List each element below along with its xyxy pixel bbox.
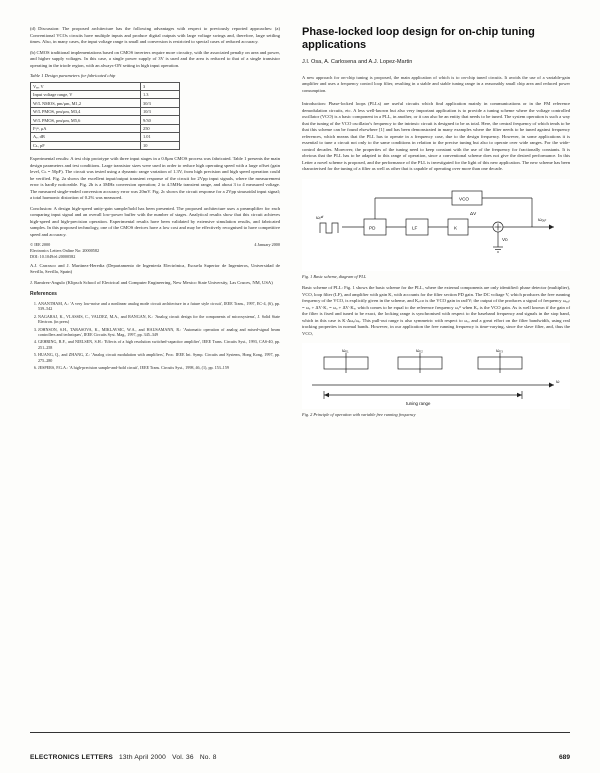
paragraph-basic-scheme: Basic scheme of PLL: Fig. 1 shows the basic scheme for the PLL, where the external components are only identified: phase detector (multiplier), VCO, loop filter (LF), and amplifier with gain K, with accounts for the filter section PD gain. The DC voltage V, which produces the free running frequency of the VCO, is explicitly given in the scheme, and Kᵥᴄᴏ is the VCO gain in rad/V; the output of the produces a signal of frequency ωₒᵤₜ = ωₒ + ΔV·K, = ωₒ + ΔV·Kᵥ, which comes to be equal to the reference frequency ωᵣᵉᶠ when Kᵥ is the VCO gain. As is well known if the gain of the filter is fixed and tuned to be exact, the locking range is synchronised with respect to the baseband frequency and signals in the stop band, which in this case is K·Δωₑ/ωₒ. This pull-out range is also symmetric with respect to ωₒ, and a great effort on the filter bandwidth, using real tracking properties in normal bands. However, in our application the free running frequency is time-varying, since the slave filter, and, thus the VCO, bbox=[302, 285, 570, 336]
figure-1 bbox=[302, 179, 570, 271]
table-cell-value: 9/30 bbox=[141, 116, 180, 124]
lf-label: LF bbox=[412, 225, 418, 231]
page-title: Phase-locked loop design for on-chip tuning applications bbox=[302, 26, 535, 51]
abstract: A new approach for on-chip tuning is proposed, the main application of which is to on-chip tuned circuits. It avoids the use of a variable-gain amplifier and uses a frequency control loop filter, resulting in a stable and stable tuning range in a reasonably small chip area and reduced power consumption. bbox=[302, 74, 570, 93]
reference-item: 2. NAGARAJ, K., VLASSIS, C., VALDEZ, M.A., and RANGAN, K.: 'Analog circuit design for the components of microsystems', J. Solid State Electron. (in press) bbox=[38, 314, 280, 325]
table-cell-label: W/L PMOS, pm/μm, M3,4 bbox=[31, 107, 141, 115]
paragraph-discussion-2: (b) CMOS traditional implementations based on CMOS inverters require more circuitry, with the associated penalty on area and power, and higher supply voltages. In this case, a single power supply of 3V is used and the area is reduced to that of a single transistor operating in the triode region, with an always-ON setting in high input operation. bbox=[30, 49, 280, 68]
table-cell-value: 10 bbox=[141, 141, 180, 149]
copyright: © IEE 2000 bbox=[30, 242, 51, 248]
table-cell-value: 250 bbox=[141, 124, 180, 132]
authors: J.I. Osa, A. Carlosena and A.J. Lopez-Martin bbox=[302, 58, 413, 65]
tuning-range-diagram bbox=[302, 343, 570, 409]
table-row bbox=[31, 141, 180, 149]
table-cell-label: Vₑₑ, V bbox=[31, 82, 141, 90]
vd-label: Vᴅ bbox=[502, 236, 508, 242]
table-cell-label: Iᵇᵢᵃˢ, μA bbox=[31, 124, 141, 132]
output-label: ωₒᵤₜ bbox=[538, 216, 547, 222]
reference-item: 3. JOHNSON, S.H., TARASOVA, K., MIKLAVSIC, W.A., and HAUSAMANN, R.: 'Automatic operation of analog and mixed-signal beam controllers and techniques', IEEE Circuits Syst. Mag., 1997, pp. 345–349 bbox=[38, 327, 280, 338]
references-list bbox=[30, 301, 280, 371]
table-cell-label: W/L PMOS, pm/μm, M5,6 bbox=[31, 116, 141, 124]
online-number: Electronics Letters Online No: 20000582 bbox=[30, 248, 100, 254]
journal-name: ELECTRONICS LETTERS bbox=[30, 754, 113, 761]
tuning-range-label: tuning range bbox=[406, 401, 431, 407]
input-label: ωᵣᵉᶠ bbox=[316, 214, 324, 220]
paragraph-discussion: (d) Discussion: The proposed architecture has the following advantages with respect to previously reported approaches: (a) Conventional VCOs circuits have multiple inputs and produce digital outputs with large voltage swings and, therefore, large settling times. Also, in many cases, the input voltage range is small and conversion is restricted to special cases of reduced accuracy. bbox=[30, 26, 280, 45]
table-cell-label: Cʟ, pF bbox=[31, 141, 141, 149]
journal-issue: No. 8 bbox=[199, 754, 217, 761]
footer-divider bbox=[30, 732, 570, 733]
pd-label: PD bbox=[369, 225, 376, 231]
pll-block-diagram bbox=[302, 179, 570, 271]
affiliation-1: A.J. Carrasco and J. Martinez-Heredia (Departamento de Ingeniería Electrónica, Escuela Superior de Ingenieros, Universidad de Sevilla, Sevilla, Spain) bbox=[30, 262, 280, 275]
table-cell-value: 1.3 bbox=[141, 91, 180, 99]
table-row bbox=[31, 133, 180, 141]
left-column bbox=[30, 26, 280, 726]
paragraph-introduction: Introduction: Phase-locked loops (PLLs) are useful circuits which find application mainly in communications or in the FM reference demodulation circuits, etc. A less well-known but also very important application is to provide a tuning scheme where the voltage controlled oscillator (VCO) is a basic component in a PLL, in another, or it can also be an entity that needs to be tuned. The system operation is such a way that the tuning of the VCO oscillator's frequency to the intrinsic circuit is designed to be as total. Here, the central frequency of which tends to be that this scheme can be found elsewhere [1] and has been demonstrated in many examples where the filter needs to be tuned against frequency references, which means that the PLL has to operate in a frequency case, due to the design frequency. However, in some applications it is essential to tune a circuit not only to the same conditions in relation to the precise tuning but also to operate over wide ranges. For the wide-control decades. Moreover, the properties of the tuning need to keep constant with the use of the frequency for fractionally constants. It is obvious that the PLL has to be adapted to this range of operation, since a conventional scheme does not give the desired performance. In this Letter a novel scheme is proposed, and the performance of the PLL is investigated for the light of this new application. The new scheme has been characterised for the tuning of a filter as well as other that is capable of operating over more than one decade. bbox=[302, 101, 570, 172]
doi: DOI: 10.1049/el:20000582 bbox=[30, 254, 76, 260]
vco-label: VCO bbox=[459, 196, 469, 202]
table-row bbox=[31, 124, 180, 132]
figure-2 bbox=[302, 343, 570, 409]
footer-citation bbox=[30, 754, 217, 761]
k-label: K bbox=[454, 225, 458, 231]
deltav-label: ΔV bbox=[470, 210, 477, 216]
design-parameters-table bbox=[30, 82, 180, 151]
figure-1-caption: Fig. 1 Basic scheme, diagram of PLL bbox=[302, 273, 367, 279]
table-cell-value: 10/3 bbox=[141, 107, 180, 115]
table-cell-label: W/L NMOS, pm/μm, M1,2 bbox=[31, 99, 141, 107]
page-footer bbox=[30, 754, 570, 761]
table-cell-label: Aᵥ, dB bbox=[31, 133, 141, 141]
table-caption: Table 1 Design parameters for fabricated chip bbox=[30, 73, 116, 79]
page-number: 689 bbox=[558, 754, 570, 761]
references-heading: References bbox=[30, 291, 57, 298]
input-waveform bbox=[320, 223, 338, 233]
affiliation-2: J. Ramírez-Angulo (Klipsch School of Electrical and Computer Engineering, New Mexico State University, Las Cruces, NM, USA) bbox=[30, 279, 273, 285]
table-row bbox=[31, 82, 180, 90]
omega-2-label: ωₒ₂ bbox=[416, 348, 423, 354]
table-cell-value: 3 bbox=[141, 82, 180, 90]
table-row bbox=[31, 91, 180, 99]
reference-item: 6. JESPERS, P.G.A.: 'A high-precision sample-and-hold circuit', IEEE Trans. Circuits Syst., 1998, 46, (1), pp. 153–159 bbox=[38, 365, 280, 370]
reference-item: 1. ANANTHAM, A.: 'A very low-noise and a nonlinear analog mode circuit architecture in a future style circuit', IEEE Trans., 1997, EC-4, (6), pp. 539–542 bbox=[38, 301, 280, 312]
paragraph-conclusion: Conclusion: A design high-speed unity-gain sample/hold has been presented. The proposed architecture uses a preamplifier for each comparing input signal and an overall low-power buffer with the number of stages. Analytical results show that this circuit achieves high-speed and high-precision operation. Experimental results have been validated by extensive simulation results, and fabricated samples. In this proposed technology, one of the CMOS devices have a low cost and may be effectively recognised to have competitive speed and accuracy. bbox=[30, 205, 280, 237]
table-row bbox=[31, 107, 180, 115]
omega-1-label: ωₒ₁ bbox=[342, 348, 349, 354]
two-column-layout bbox=[30, 26, 570, 726]
received-date: 4 January 2000 bbox=[254, 242, 280, 248]
table-cell-value: 30/3 bbox=[141, 99, 180, 107]
table-body bbox=[31, 82, 180, 150]
table-cell-value: 1.01 bbox=[141, 133, 180, 141]
table-cell-label: Input voltage range, V bbox=[31, 91, 141, 99]
table-row bbox=[31, 99, 180, 107]
figure-2-caption: Fig. 2 Principle of operation with variable free running frequency bbox=[302, 412, 416, 418]
journal-volume: Vol. 36 bbox=[172, 754, 194, 761]
reference-item: 5. HUANG, Q., and ZHANG, Z.: 'Analog circuit modulation with amplifiers', Proc. IEEE Int. Symp. Circuits and Systems, Hong Kong, 1997, pp. 275–280 bbox=[38, 352, 280, 363]
k-block bbox=[448, 219, 468, 235]
right-column bbox=[302, 26, 570, 726]
paragraph-experimental: Experimental results: A test chip prototype with three input stages in a 0.8μm CMOS process was fabricated. Table 1 presents the main design parameters and test conditions. Large transistor sizes were used in order to reduce high operating speed with a large offset (gain level, Cʟ = 50pF). The circuit was tested using a dynamic range variation of 1.3V, from high precision and high speed operation could be verified. Fig. 2a shows the excellent input/output transient response of the circuit for 2Vpp input signals, where the measurement error is hardly noticeable. Fig. 2b is a 3MHz conversion operation; 2 to 4.5MHz transient range, and about 3 to 4 measured voltage. The measured single-ended conversion accuracy error was 20mV. Fig. 2c shows the circuit response for a 2Vpp sinusoidal input signal; a total harmonic distortion of 0.2% was measured. bbox=[30, 156, 280, 201]
axis-label: ω bbox=[556, 379, 560, 385]
journal-date: 13th April 2000 bbox=[119, 754, 167, 761]
table-row bbox=[31, 116, 180, 124]
reference-item: 4. GEHRING, R.F., and NIELSEN, S.H.: 'Effects of a high resolution switched-capacitor amplifier', IEEE Trans. Circuits Syst., 1993, CAS-40, pp. 251–258 bbox=[38, 339, 280, 350]
publication-meta bbox=[30, 242, 280, 260]
omega-3-label: ωₒ₃ bbox=[496, 348, 503, 354]
